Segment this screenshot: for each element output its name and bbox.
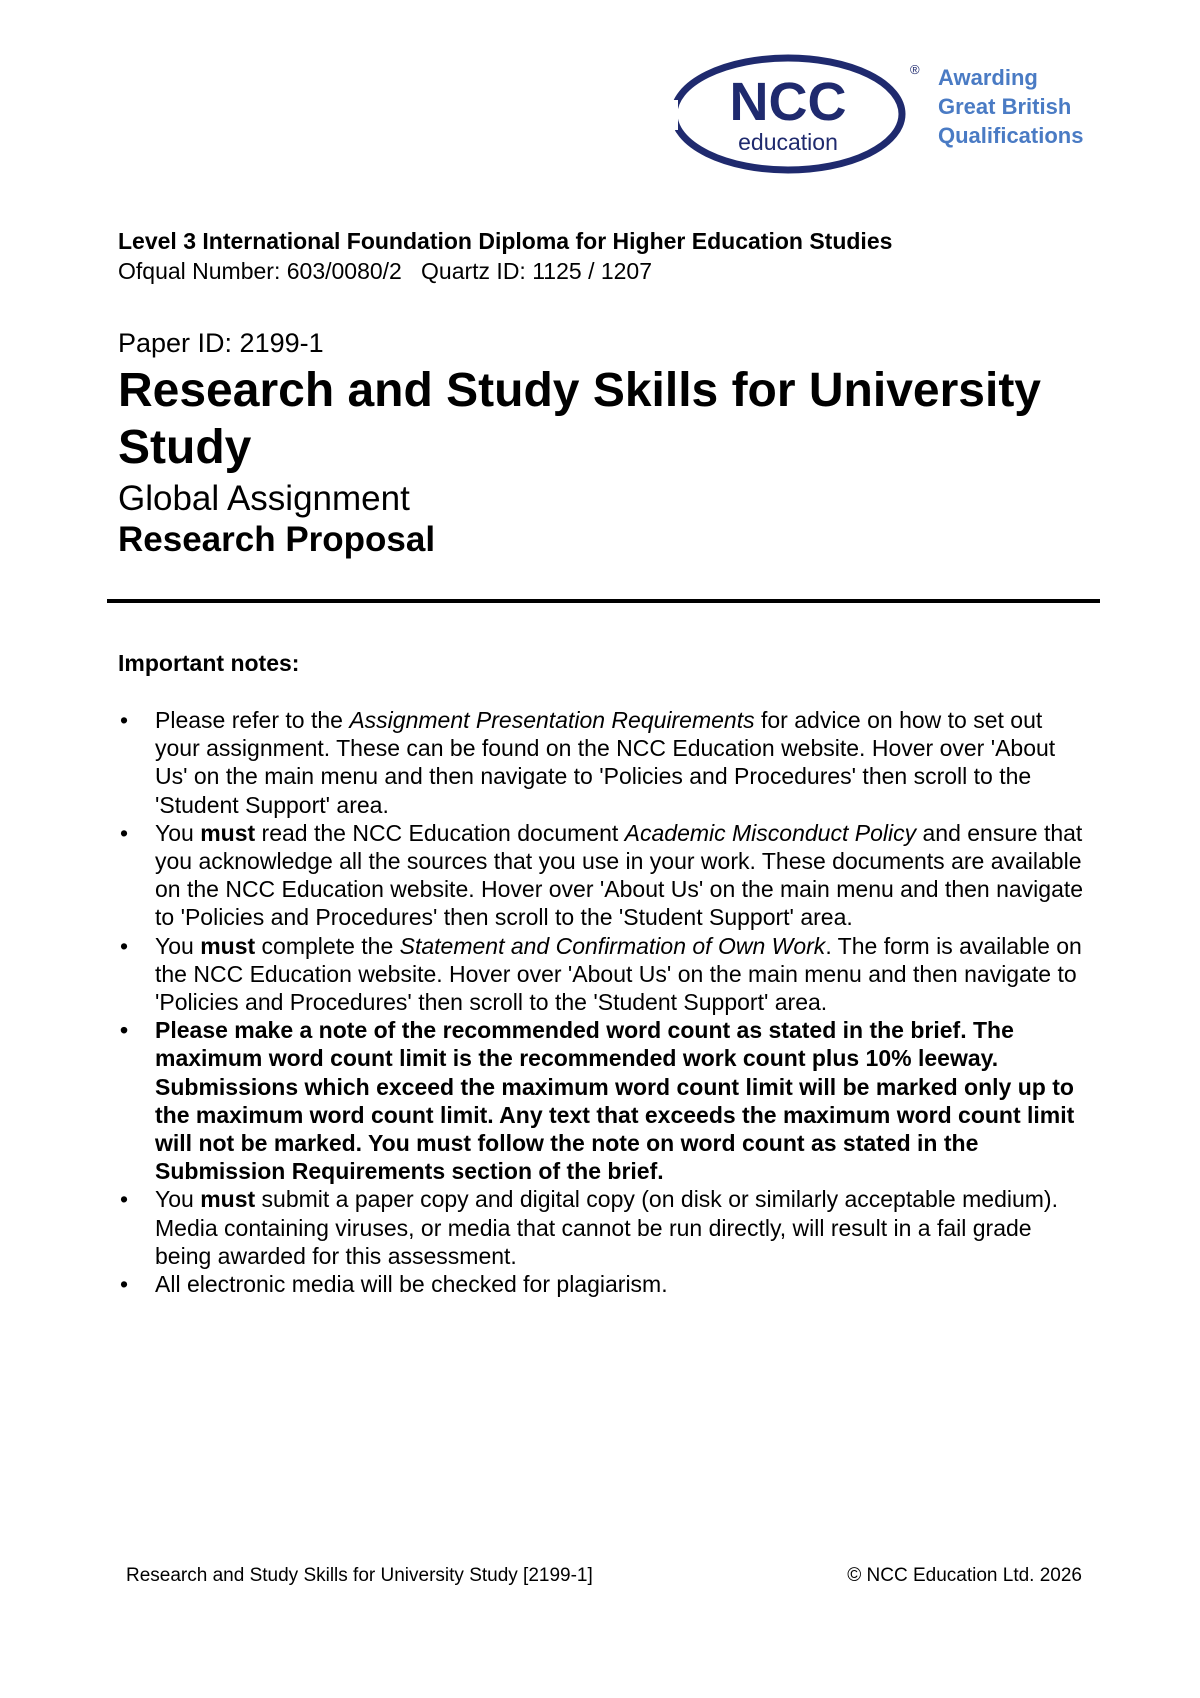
ncc-education-logo xyxy=(670,50,1110,180)
emphasis-must: must xyxy=(200,1186,256,1213)
list-item: • Please refer to the Assignment Presentation Requirements for advice on how to set out your assignment. These can be found on the NCC Education website. Hover over 'About Us' on the main menu and then navigate to 'Policies and Procedures' then scroll to the 'Student Support' area. xyxy=(120,707,1056,818)
list-item: • You must read the NCC Education document Academic Misconduct Policy and ensure that you acknowledge all the sources that you use in your work. These documents are available on the NCC Education website. Hover over 'About Us' on the main menu and then navigate to 'Policies and Procedures' then scroll to the 'Student Support' area. xyxy=(120,819,1084,931)
notes-heading: Important notes: xyxy=(118,650,300,676)
assignment-name: Research Proposal xyxy=(118,520,436,559)
qualification-codes: Ofqual Number: 603/0080/2 Quartz ID: 1125 / 1207 xyxy=(118,258,653,284)
doc-reference: Assignment Presentation Requirements xyxy=(349,707,755,733)
emphasis-must: must xyxy=(200,932,256,959)
subject-title: Research and Study Skills for University Study xyxy=(118,364,1041,474)
logo-registered: ® xyxy=(910,62,920,77)
emphasis-must: must xyxy=(200,819,256,846)
list-item: • Please make a note of the recommended word count as stated in the brief. The maximum word count limit is the recommended work count plus 10% leeway. Submissions which exceed the maximum word count limit will be marked only up to the maximum word count limit. Any text that exceeds the maximum word count limit will not be marked. You must follow the note on word count as stated in the Submission Requirements section of the brief. xyxy=(120,1017,1075,1185)
list-item: • You must complete the Statement and Confirmation of Own Work. The form is available on the NCC Education website. Hover over 'About Us' on the main menu and then navigate to 'Policies and Procedures' then scroll to the 'Student Support' area. xyxy=(120,932,1082,1016)
list-item: • You must submit a paper copy and digital copy (on disk or similarly acceptable medium). Media containing viruses, or media that cannot be run directly, will result in a fail grade being awarded for this assessment. xyxy=(120,1186,1058,1269)
paper-id: Paper ID: 2199-1 xyxy=(118,328,324,358)
bullet-icon: • xyxy=(120,1017,129,1044)
doc-reference: Statement and Confirmation of Own Work xyxy=(399,932,826,959)
bullet-icon: • xyxy=(120,707,129,733)
qualification-title: Level 3 International Foundation Diploma for Higher Education Studies xyxy=(118,228,893,254)
list-item: • All electronic media will be checked for plagiarism. xyxy=(120,1271,668,1298)
logo-brand: NCC xyxy=(729,72,847,132)
bullet-icon: • xyxy=(120,932,129,959)
qualification-block xyxy=(118,226,892,286)
footer-title: Research and Study Skills for University Study [2199-1] xyxy=(126,1565,593,1586)
notes-list xyxy=(118,706,1093,1298)
bullet-icon: • xyxy=(120,1186,129,1213)
logo-tagline-1: Awarding xyxy=(938,65,1038,90)
bullet-icon: • xyxy=(120,1271,129,1298)
logo-tagline-2: Great British xyxy=(938,94,1072,119)
logo-sub: education xyxy=(738,129,838,155)
bullet-icon: • xyxy=(120,819,129,846)
divider-rule xyxy=(107,599,1100,603)
logo-tagline-3: Qualifications xyxy=(938,123,1084,148)
assignment-type: Global Assignment xyxy=(118,479,410,518)
footer-copyright: © NCC Education Ltd. 2026 xyxy=(847,1565,1082,1586)
doc-reference: Academic Misconduct Policy xyxy=(624,819,917,846)
